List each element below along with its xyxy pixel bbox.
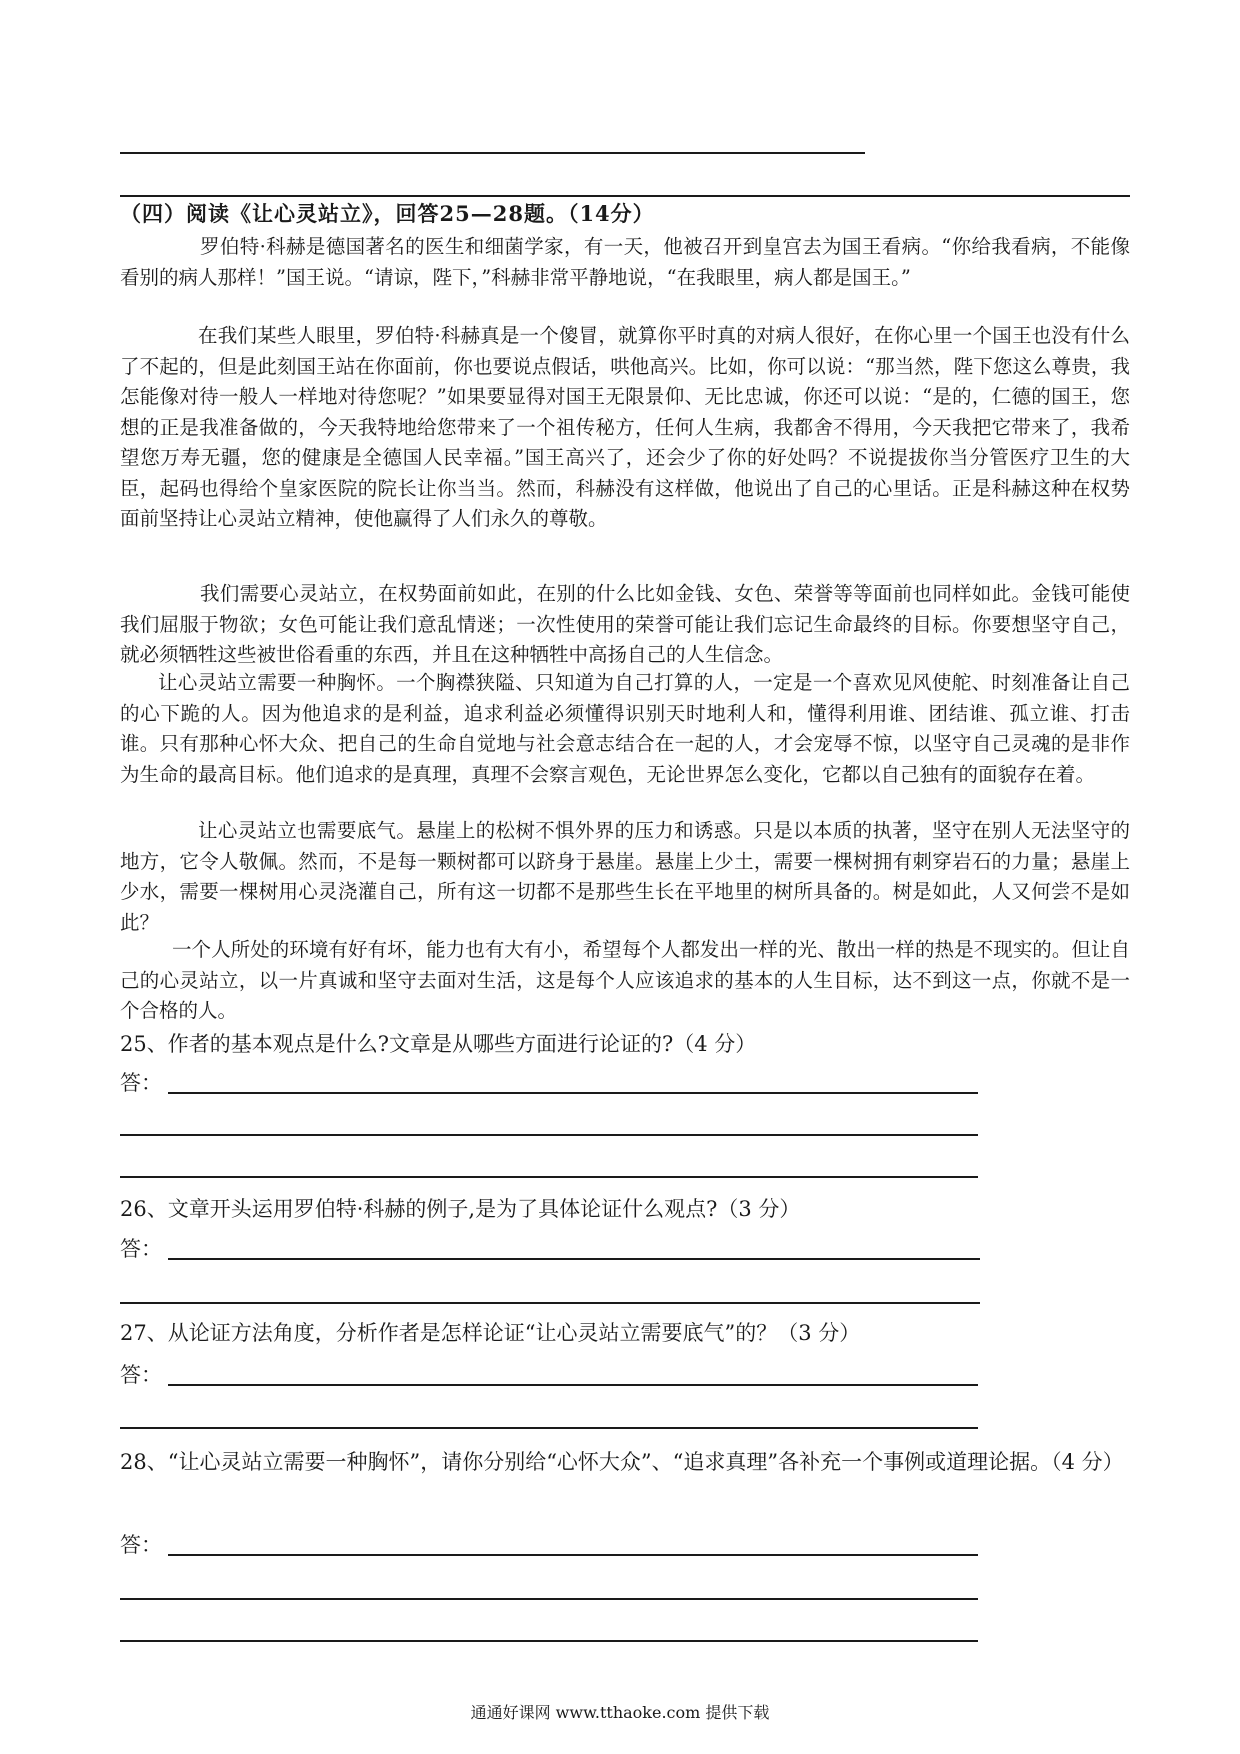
question-27: 27、从论证方法角度，分析作者是怎样论证“让心灵站立需要底气”的？（3 分） xyxy=(120,1321,861,1345)
answer-line[interactable] xyxy=(120,1302,980,1304)
article-paragraph: 让心灵站立也需要底气。悬崖上的松树不惧外界的压力和诱惑。只是以本质的执著，坚守在别人无法坚守的地方，它令人敬佩。然而，不是每一颗树都可以跻身于悬崖。悬崖上少土，需要一棵树拥有刺穿岩石的力量；悬崖上少水，需要一棵树用心灵浇灌自己，所有这一切都不是那些生长在平地里的树所具备的。树是如此，人又何尝不是如此？ xyxy=(120,819,1130,934)
answer-line[interactable] xyxy=(120,1427,978,1429)
article-paragraph: 罗伯特·科赫是德国著名的医生和细菌学家，有一天，他被召开到皇宫去为国王看病。“你给我看病，不能像看别的病人那样！”国王说。“请谅，陛下，”科赫非常平静地说，“在我眼里，病人都是国王。” xyxy=(120,235,1130,289)
answer-line[interactable] xyxy=(120,195,1130,197)
answer-line[interactable] xyxy=(120,1598,978,1600)
article-paragraph: 让心灵站立需要一种胸怀。一个胸襟狭隘、只知道为自己打算的人，一定是一个喜欢见风使舵、时刻准备让自己的心下跪的人。因为他追求的是利益，追求利益必须懂得识别天时地利人和，懂得利用谁、团结谁、孤立谁、打击谁。只有那种心怀大众、把自己的生命自觉地与社会意志结合在一起的人，才会宠辱不惊，以坚守自己灵魂的是非作为生命的最高目标。他们追求的是真理，真理不会察言观色，无论世界怎么变化，它都以自己独有的面貌存在着。 xyxy=(120,671,1130,786)
question-25: 25、作者的基本观点是什么?文章是从哪些方面进行论证的?（4 分） xyxy=(120,1032,757,1056)
article-paragraph: 在我们某些人眼里，罗伯特·科赫真是一个傻冒，就算你平时真的对病人很好，在你心里一个国王也没有什么了不起的，但是此刻国王站在你面前，你也要说点假话，哄他高兴。比如，你可以说：“那当然，陛下您这么尊贵，我怎能像对待一般人一样地对待您呢？”如果要显得对国王无限景仰、无比忠诚，你还可以说：“是的，仁德的国王，您想的正是我准备做的，今天我特地给您带来了一个祖传秘方，任何人生病，我都舍不得用，今天我把它带来了，我希望您万寿无疆，您的健康是全德国人民幸福。”国王高兴了，还会少了你的好处吗？不说提拔你当分管医疗卫生的大臣，起码也得给个皇家医院的院长让你当当。然而，科赫没有这样做，他说出了自己的心里话。正是科赫这种在权势面前坚持让心灵站立精神，使他赢得了人们永久的尊敬。 xyxy=(120,324,1130,530)
answer-label: 答： xyxy=(120,1237,162,1261)
article-paragraph: 我们需要心灵站立，在权势面前如此，在别的什么比如金钱、女色、荣誉等等面前也同样如此。金钱可能使我们屈服于物欲；女色可能让我们意乱情迷；一次性使用的荣誉可能让我们忘记生命最终的目标。你要想坚守自己，就必须牺牲这些被世俗看重的东西，并且在这种牺牲中高扬自己的人生信念。 xyxy=(120,582,1130,666)
article-paragraph: 一个人所处的环境有好有坏，能力也有大有小，希望每个人都发出一样的光、散出一样的热是不现实的。但让自己的心灵站立，以一片真诚和坚守去面对生活，这是每个人应该追求的基本的人生目标，达不到这一点，你就不是一个合格的人。 xyxy=(120,938,1130,1022)
answer-line[interactable] xyxy=(120,1134,978,1136)
question-26: 26、文章开头运用罗伯特·科赫的例子,是为了具体论证什么观点?（3 分） xyxy=(120,1197,801,1221)
answer-line[interactable] xyxy=(120,1640,978,1642)
answer-label: 答： xyxy=(120,1363,162,1387)
answer-line[interactable] xyxy=(168,1092,978,1094)
answer-line[interactable] xyxy=(120,152,865,154)
answer-label: 答： xyxy=(120,1533,162,1557)
answer-line[interactable] xyxy=(168,1258,980,1260)
answer-label: 答： xyxy=(120,1071,162,1095)
page-footer: 通通好课网 www.tthaoke.com 提供下载 xyxy=(470,1703,770,1722)
answer-line[interactable] xyxy=(168,1384,978,1386)
section-title: （四）阅读《让心灵站立》，回答25—28题。（14分） xyxy=(120,201,655,226)
question-28: 28、“让心灵站立需要一种胸怀”，请你分别给“心怀大众”、“追求真理”各补充一个事例或道理论据。（4 分） xyxy=(120,1450,1124,1474)
answer-line[interactable] xyxy=(168,1554,978,1556)
answer-line[interactable] xyxy=(120,1176,978,1178)
